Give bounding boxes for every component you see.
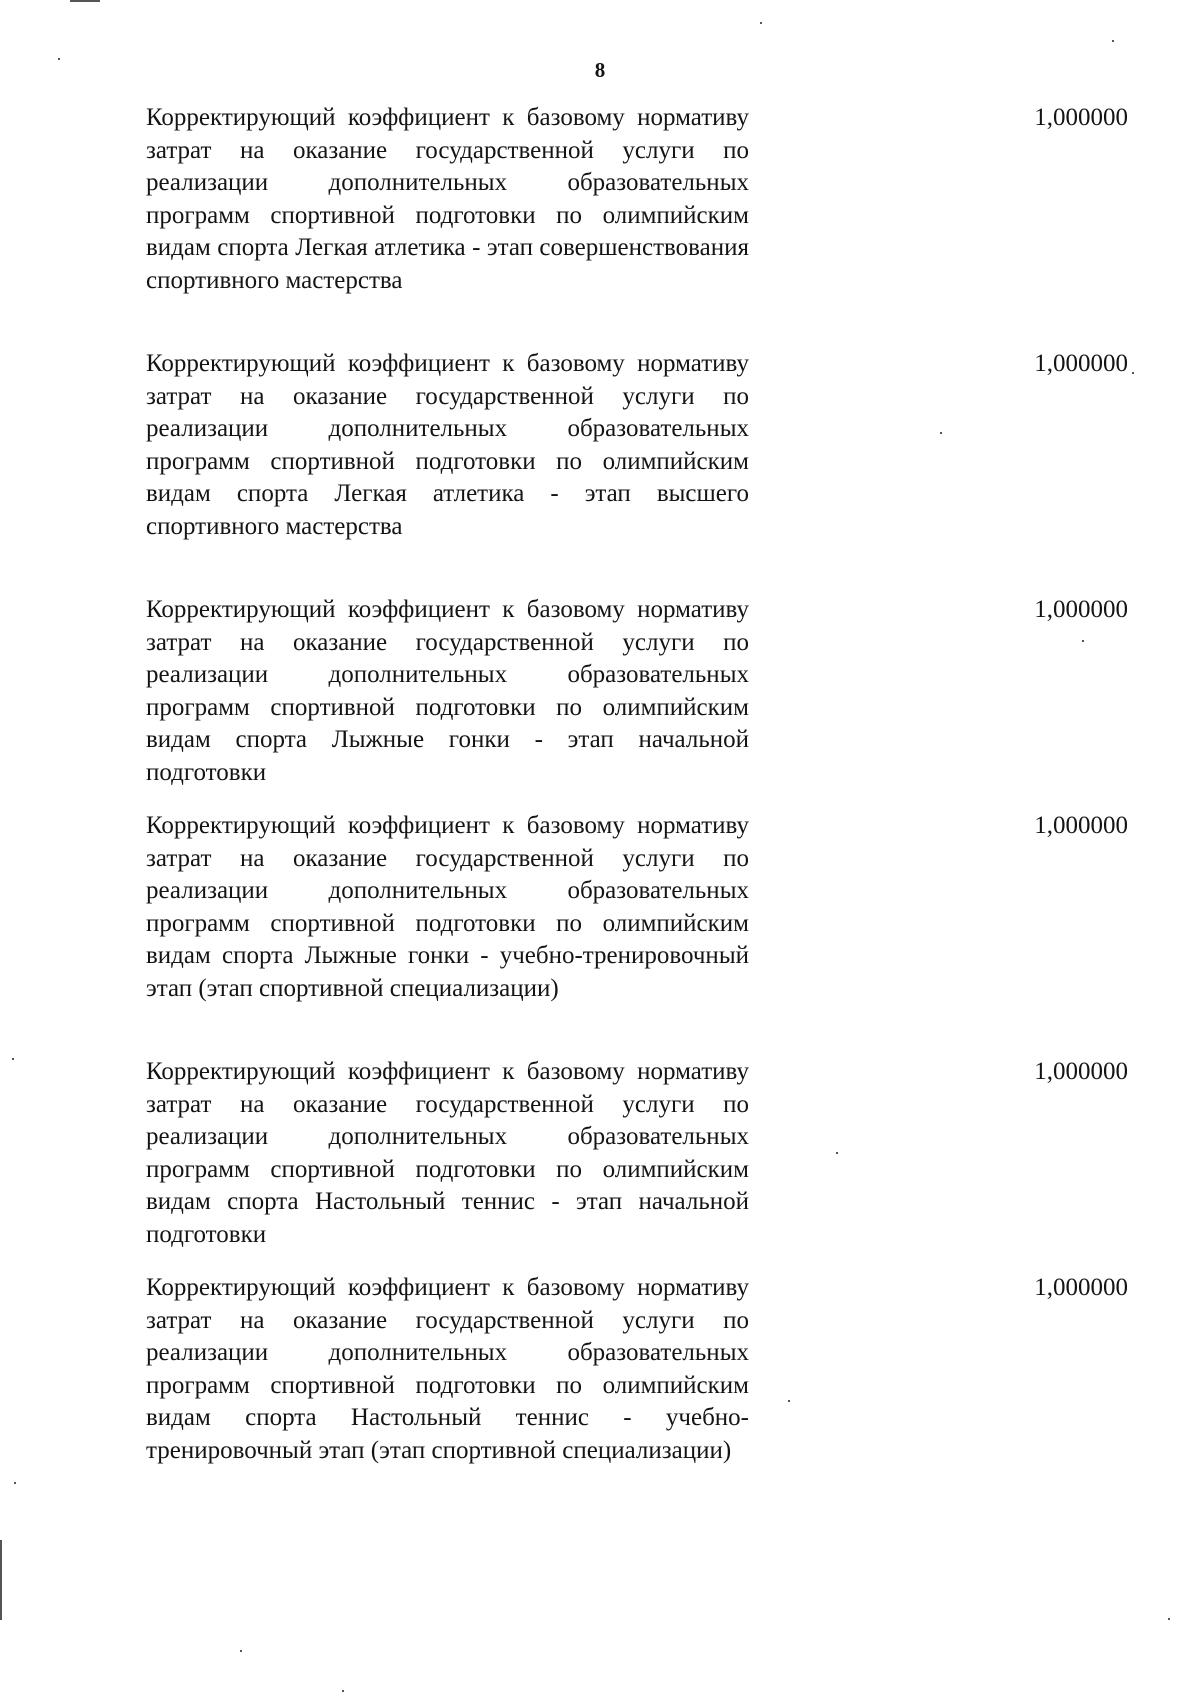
coefficient-entry-2 <box>146 348 1200 544</box>
scan-speck <box>940 432 942 434</box>
coefficient-description: Корректирующий коэффициент к базовому нормативу затрат на оказание государственной услуги по реализации дополнительных образовательных программ спортивной подготовки по олимпийским видам спорта Легкая атлетика - этап высшего спортивного мастерства <box>146 350 749 540</box>
scan-speck <box>240 1650 242 1652</box>
scan-speck <box>14 1482 16 1484</box>
scan-speck <box>1168 1618 1170 1620</box>
page-number: 8 <box>594 58 606 82</box>
scan-speck <box>342 1690 344 1692</box>
scan-speck <box>12 1058 14 1060</box>
coefficient-entry-5 <box>146 1056 1200 1252</box>
coefficient-value: 1,000000 <box>1034 1058 1128 1085</box>
coefficient-value: 1,000000 <box>1034 812 1128 839</box>
coefficient-description: Корректирующий коэффициент к базовому нормативу затрат на оказание государственной услуги по реализации дополнительных образовательных программ спортивной подготовки по олимпийским видам спорта Легкая атлетика - этап совершенствования спортивного мастерства <box>146 104 749 294</box>
coefficient-entry-6 <box>146 1272 1200 1468</box>
coefficient-value: 1,000000 <box>1034 596 1128 623</box>
coefficient-value: 1,000000 <box>1034 104 1128 131</box>
coefficient-entry-4 <box>146 810 1200 1006</box>
scan-speck <box>1082 640 1084 642</box>
coefficient-description: Корректирующий коэффициент к базовому нормативу затрат на оказание государственной услуги по реализации дополнительных образовательных программ спортивной подготовки по олимпийским видам спорта Лыжные гонки - учебно-тренировочный этап (этап спортивной специализации) <box>146 812 749 1002</box>
scan-speck <box>788 1400 790 1402</box>
scan-speck <box>1132 372 1134 374</box>
coefficient-value: 1,000000 <box>1034 1274 1128 1301</box>
coefficient-description: Корректирующий коэффициент к базовому нормативу затрат на оказание государственной услуги по реализации дополнительных образовательных программ спортивной подготовки по олимпийским видам спорта Лыжные гонки - этап начальной подготовки <box>146 596 749 786</box>
scan-edge-line <box>0 1540 2 1620</box>
scan-edge-line <box>70 0 100 2</box>
scan-speck <box>58 58 60 60</box>
scan-speck <box>1112 40 1114 42</box>
scan-speck <box>760 22 762 24</box>
coefficient-description: Корректирующий коэффициент к базовому нормативу затрат на оказание государственной услуги по реализации дополнительных образовательных программ спортивной подготовки по олимпийским видам спорта Настольный теннис - этап начальной подготовки <box>146 1058 749 1248</box>
scan-speck <box>836 1152 838 1154</box>
coefficient-entry-1 <box>146 102 1200 298</box>
coefficient-description: Корректирующий коэффициент к базовому нормативу затрат на оказание государственной услуги по реализации дополнительных образовательных программ спортивной подготовки по олимпийским видам спорта Настольный теннис - учебно-тренировочный этап (этап спортивной специализации) <box>146 1274 749 1464</box>
coefficient-value: 1,000000 <box>1034 350 1128 377</box>
coefficient-entry-3 <box>146 594 1200 790</box>
